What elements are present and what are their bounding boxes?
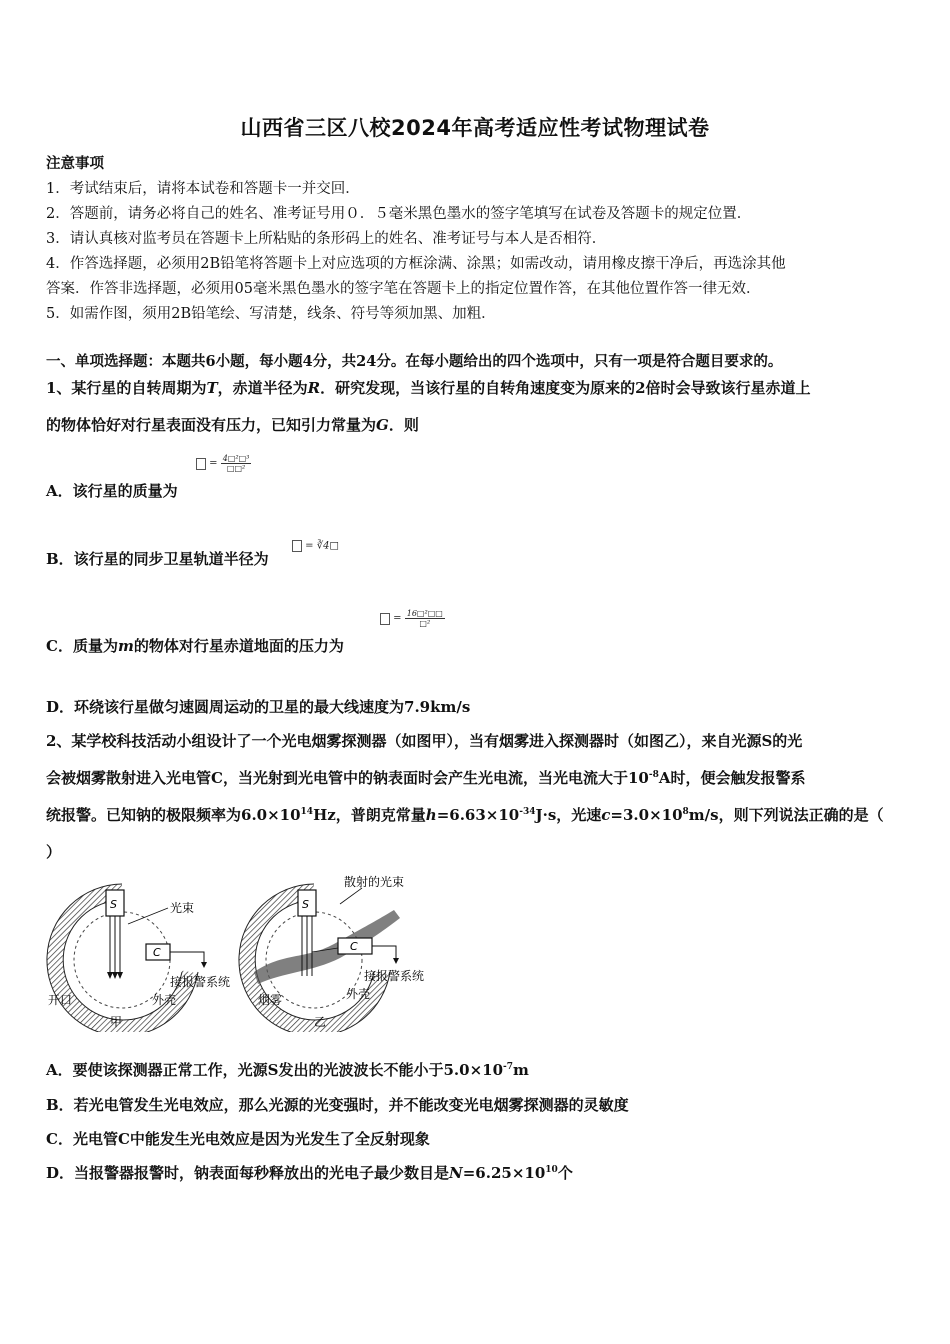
label-c: C bbox=[350, 940, 358, 953]
figure-right-yi bbox=[239, 874, 424, 1032]
q2-option-c: C．光电管C中能发生光电效应是因为光发生了全反射现象 bbox=[46, 1130, 430, 1148]
note-item: 5．如需作图，须用2B铅笔绘、写清楚，线条、符号等须加黑、加粗． bbox=[46, 306, 496, 322]
note-item: 2．答题前，请务必将自己的姓名、准考证号用０．５毫米黑色墨水的签字笔填写在试卷及答题卡的规定位置． bbox=[46, 206, 752, 222]
label-s: S bbox=[302, 898, 309, 911]
label-alarm: 接报警系统 bbox=[364, 969, 425, 983]
label-shell: 外壳 bbox=[346, 987, 371, 1001]
q2-stem-line3: 统报警。已知钠的极限频率为$6.0\times 10^{14}Hz$，普朗克常量$h=6.63\times 10^{-34}J\cdot s$，光速$c=3.0\times 10^8m/s$，则下列说法正确的是（ bbox=[46, 806, 884, 824]
caption-yi: 乙 bbox=[314, 1015, 327, 1029]
label-shell: 外壳 bbox=[152, 993, 177, 1007]
section-heading: 一、单项选择题：本题共6小题，每小题4分，共24分。在每小题给出的四个选项中，只有一项是符合题目要求的。 bbox=[46, 353, 783, 370]
q1-option-c-formula: = $\frac{\text{16□²□□}}{\text{□²}}$ bbox=[380, 609, 445, 628]
q2-option-b: B．若光电管发生光电效应，那么光源的光变强时，并不能改变光电烟雾探测器的灵敏度 bbox=[46, 1096, 629, 1114]
note-item: 答案．作答非选择题，必须用05毫米黑色墨水的签字笔在答题卡上的指定位置作答，在其他位置作答一律无效． bbox=[46, 281, 761, 297]
q2-stem-line2: 会被烟雾散射进入光电管C，当光射到光电管中的钠表面时会产生光电流，当光电流大于$10^{-8}A$时，便会触发报警系 bbox=[46, 769, 806, 787]
note-item: 3．请认真核对监考员在答题卡上所粘贴的条形码上的姓名、准考证号与本人是否相符． bbox=[46, 231, 607, 247]
q1-stem-line2: 的物体恰好对行星表面没有压力，已知引力常量为G．则 bbox=[46, 416, 419, 434]
q2-stem-line1: 2、某学校科技活动小组设计了一个光电烟雾探测器（如图甲），当有烟雾进入探测器时（如图乙），来自光源S的光 bbox=[46, 732, 803, 750]
page-title: 山西省三区八校2024年高考适应性考试物理试卷 bbox=[240, 116, 710, 140]
q1-option-b: B．该行星的同步卫星轨道半径为 bbox=[46, 550, 269, 568]
q2-option-d: D．当报警器报警时，钠表面每秒释放出的光电子最少数目是$N=6.25\times 10^{10}$个 bbox=[46, 1164, 573, 1182]
label-scattered-beam: 散射的光束 bbox=[344, 875, 405, 889]
label-s: S bbox=[110, 898, 117, 911]
q1-stem-line1: 1、某行星的自转周期为T，赤道半径为R．研究发现，当该行星的自转角速度变为原来的2倍时会导致该行星赤道上 bbox=[46, 379, 811, 397]
label-alarm: 接报警系统 bbox=[170, 975, 231, 989]
q1-option-c: C．质量为m的物体对行星赤道地面的压力为 bbox=[46, 637, 344, 655]
smoke-detector-figure bbox=[44, 872, 454, 1032]
note-item: 4．作答选择题，必须用2B铅笔将答题卡上对应选项的方框涂满、涂黑；如需改动，请用橡皮擦干净后，再选涂其他 bbox=[46, 256, 786, 272]
label-smoke: 烟雾 bbox=[258, 993, 283, 1007]
q1-option-b-formula: = ∛4□ bbox=[292, 540, 339, 552]
note-item: 1．考试结束后，请将本试卷和答题卡一并交回． bbox=[46, 181, 360, 197]
caption-jia: 甲 bbox=[110, 1015, 123, 1029]
figure-left-jia bbox=[47, 884, 230, 1032]
q1-option-a-formula: = $\frac{\text{4□²□³}}{\text{□□²}}$ bbox=[196, 454, 251, 473]
q1-option-d: D．环绕该行星做匀速圆周运动的卫星的最大线速度为7.9km/s bbox=[46, 698, 471, 716]
q2-stem-line4: ） bbox=[46, 843, 62, 861]
q1-option-a: A．该行星的质量为 bbox=[46, 482, 178, 500]
label-c: C bbox=[153, 946, 161, 959]
q2-option-a: A．要使该探测器正常工作，光源S发出的光波波长不能小于$5.0\times 10^{-7}m$ bbox=[46, 1061, 529, 1079]
notes-heading: 注意事项 bbox=[46, 155, 104, 172]
label-beam: 光束 bbox=[170, 901, 195, 915]
label-opening: 开口 bbox=[48, 993, 73, 1007]
